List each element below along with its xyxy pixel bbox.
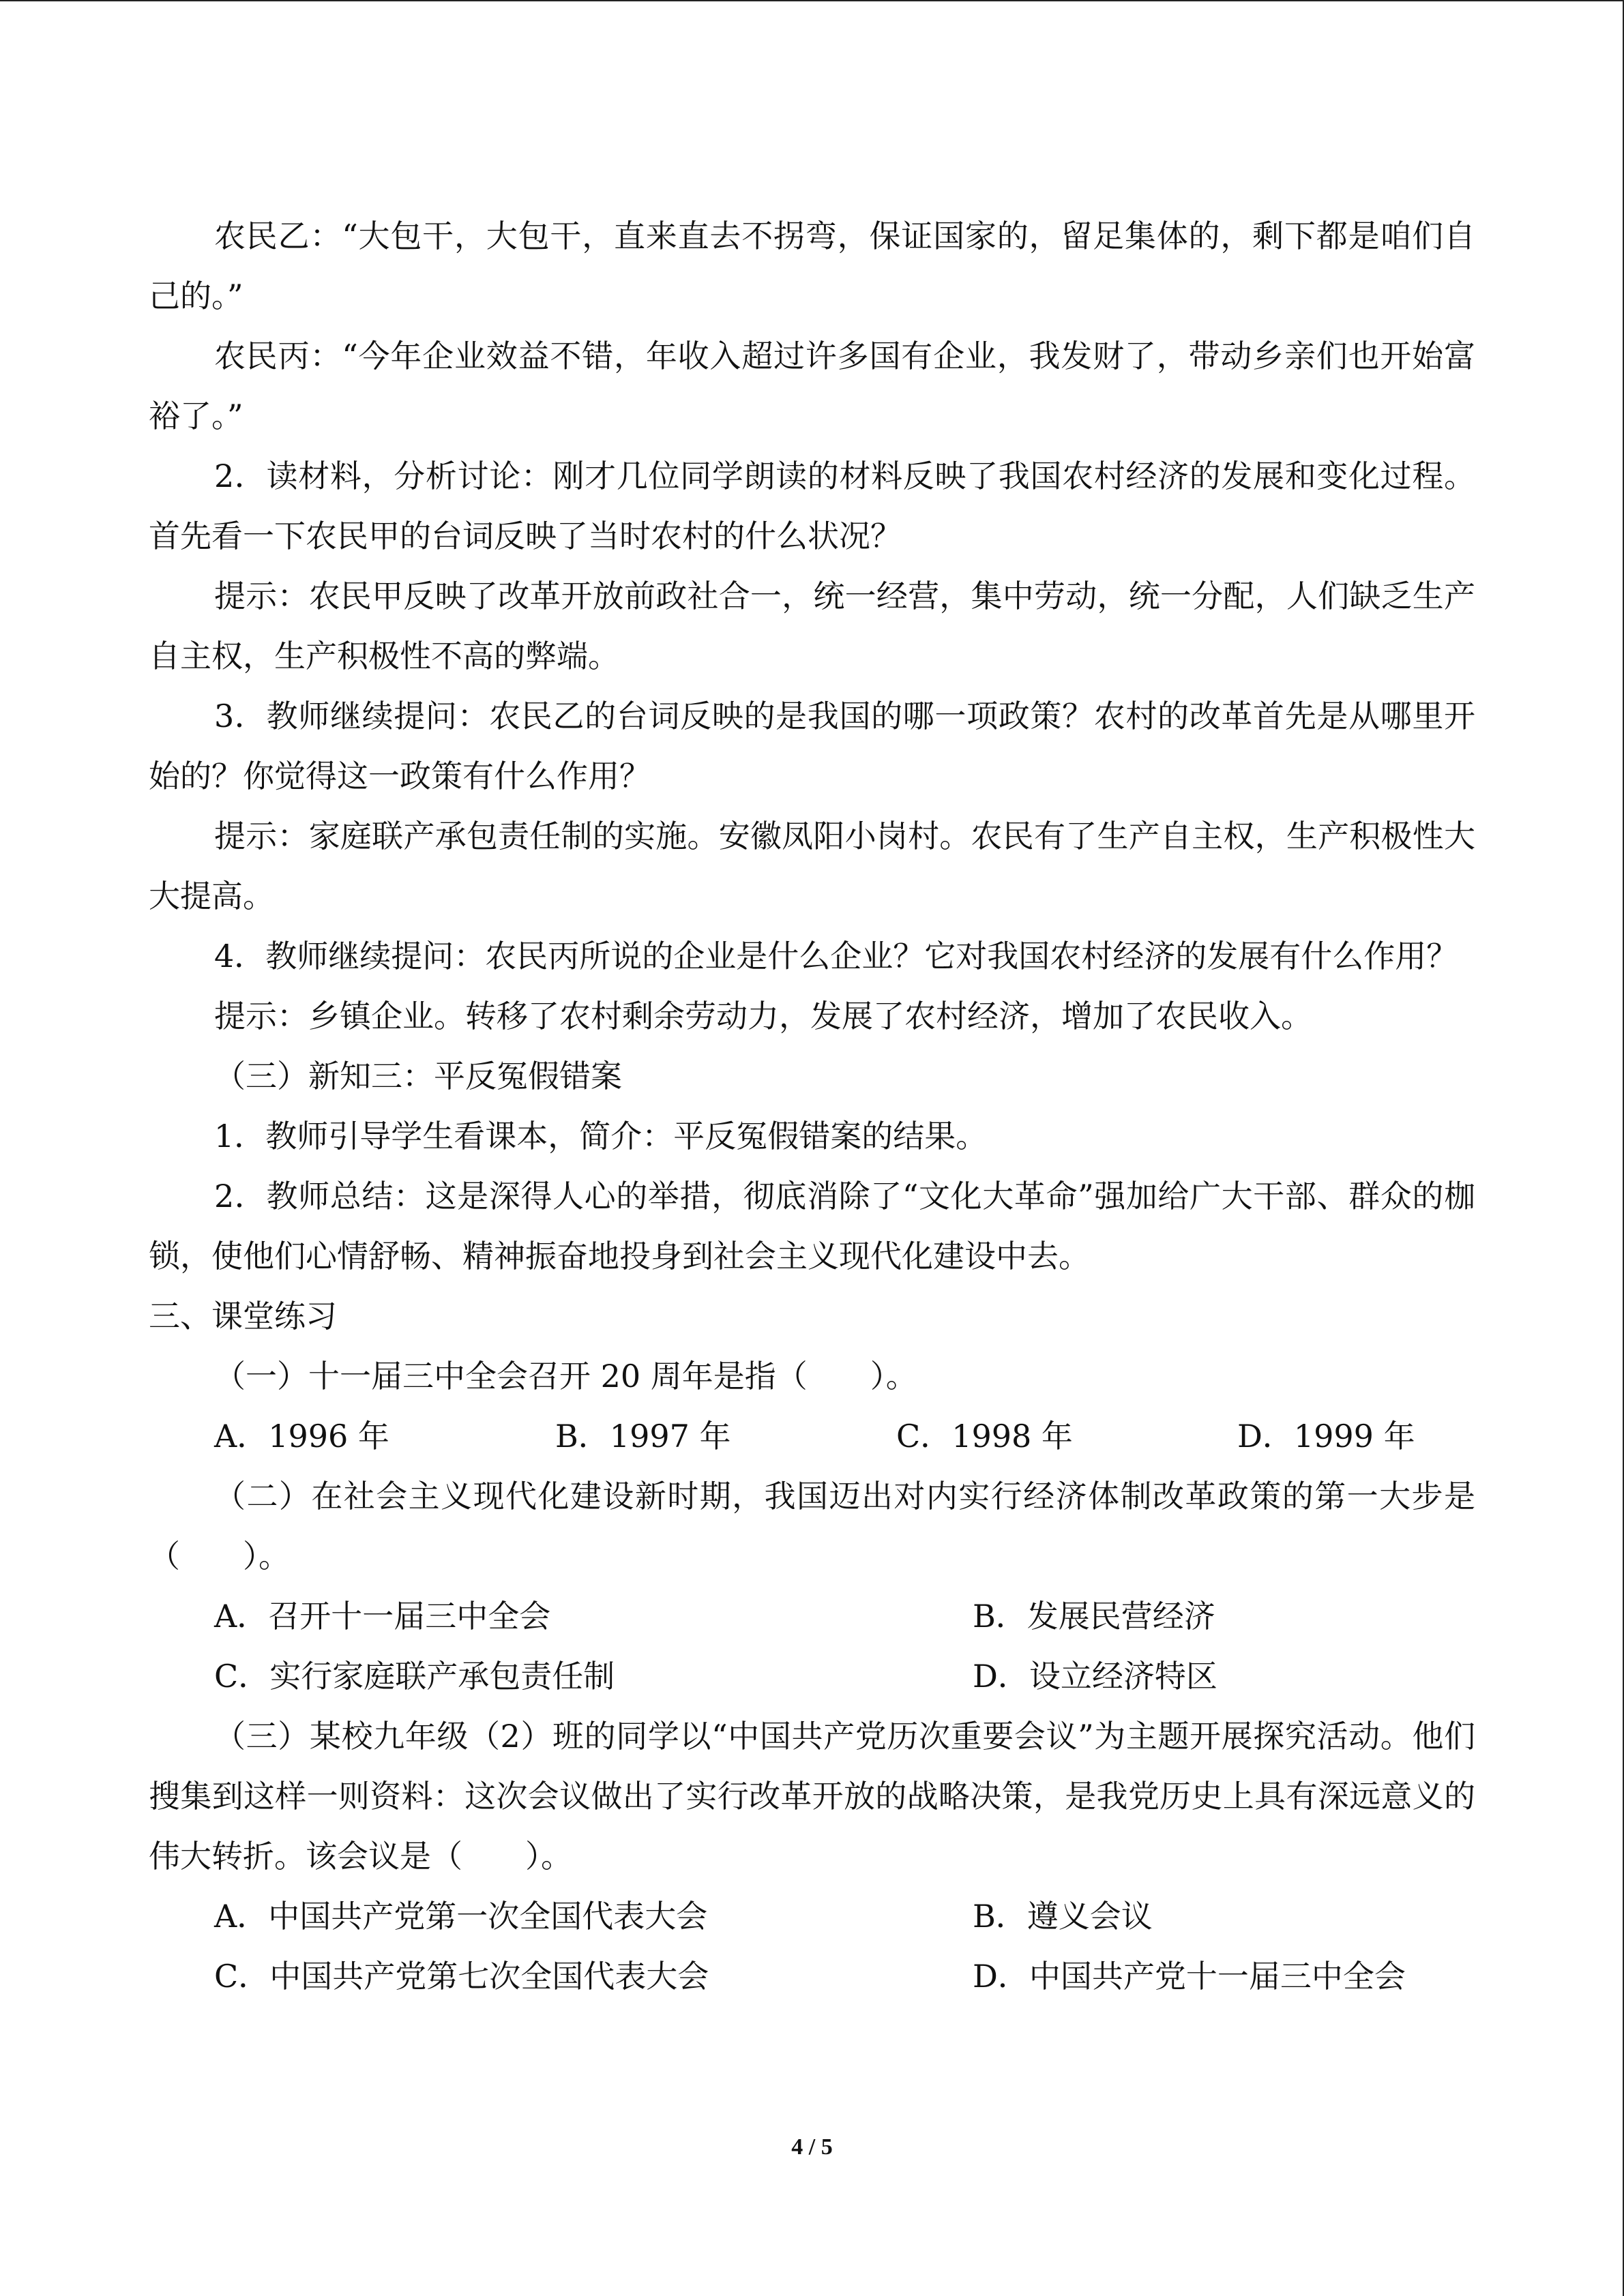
exercise-3-option-c: C．中国共产党第七次全国代表大会 xyxy=(214,1958,709,1995)
exercise-2-option-a: A．召开十一届三中全会 xyxy=(214,1598,551,1635)
exercise-2-options-row-1 xyxy=(149,1586,1475,1646)
exercise-3-options-row-2 xyxy=(149,1946,1475,2006)
exercise-2-option-b: B．发展民营经济 xyxy=(973,1598,1215,1635)
hint-3: 提示：家庭联产承包责任制的实施。安徽凤阳小岗村。农民有了生产自主权，生产积极性大大提高。 xyxy=(149,818,1475,914)
practice-title: 三、课堂练习 xyxy=(149,1298,337,1335)
exercise-1-option-a: A．1996 年 xyxy=(214,1418,389,1455)
exercise-2-options-row-2 xyxy=(149,1646,1475,1706)
paragraph-farmer-b: 农民乙：“大包干，大包干，直来直去不拐弯，保证国家的，留足集体的，剩下都是咱们自己的。” xyxy=(149,218,1475,314)
section-3-item-2: 2．教师总结：这是深得人心的举措，彻底消除了“文化大革命”强加给广大干部、群众的枷锁，使他们心情舒畅、精神振奋地投身到社会主义现代化建设中去。 xyxy=(149,1178,1475,1274)
exercise-1-option-b: B．1997 年 xyxy=(555,1418,731,1455)
hint-4: 提示：乡镇企业。转移了农村剩余劳动力，发展了农村经济，增加了农民收入。 xyxy=(214,998,1312,1034)
exercise-1-question: （一）十一届三中全会召开 20 周年是指（ ）。 xyxy=(214,1358,917,1395)
section-3-title: （三）新知三：平反冤假错案 xyxy=(214,1058,622,1094)
exercise-1-option-c: C．1998 年 xyxy=(896,1418,1073,1455)
question-2: 2．读材料，分析讨论：刚才几位同学朗读的材料反映了我国农村经济的发展和变化过程。首先看一下农民甲的台词反映了当时农村的什么状况？ xyxy=(149,458,1475,554)
exercise-3-option-b: B．遵义会议 xyxy=(973,1898,1153,1935)
exercise-3-option-d: D．中国共产党十一届三中全会 xyxy=(973,1958,1406,1995)
exercise-1-option-d: D．1999 年 xyxy=(1237,1418,1415,1455)
page-number: 4 / 5 xyxy=(791,2134,833,2160)
question-4: 4．教师继续提问：农民丙所说的企业是什么企业？它对我国农村经济的发展有什么作用？ xyxy=(214,938,1458,974)
exercise-2-option-d: D．设立经济特区 xyxy=(973,1658,1217,1695)
exercise-2-question: （二）在社会主义现代化建设新时期，我国迈出对内实行经济体制改革政策的第一大步是（ ）。 xyxy=(149,1478,1475,1575)
page-content xyxy=(149,206,1475,2006)
exercise-3-options-row-1 xyxy=(149,1886,1475,1946)
exercise-3-question: （三）某校九年级（2）班的同学以“中国共产党历次重要会议”为主题开展探究活动。他们搜集到这样一则资料：这次会议做出了实行改革开放的战略决策，是我党历史上具有深远意义的伟大转折。该会议是（ ）。 xyxy=(149,1718,1475,1875)
section-3-item-1: 1．教师引导学生看课本，简介：平反冤假错案的结果。 xyxy=(214,1118,988,1154)
hint-2: 提示：农民甲反映了改革开放前政社合一，统一经营，集中劳动，统一分配，人们缺乏生产自主权，生产积极性不高的弊端。 xyxy=(149,578,1475,674)
paragraph-farmer-c: 农民丙：“今年企业效益不错，年收入超过许多国有企业，我发财了，带动乡亲们也开始富裕了。” xyxy=(149,338,1475,434)
exercise-2-option-c: C．实行家庭联产承包责任制 xyxy=(214,1658,615,1695)
exercise-1-options xyxy=(149,1406,1475,1466)
question-3: 3．教师继续提问：农民乙的台词反映的是我国的哪一项政策？农村的改革首先是从哪里开始的？你觉得这一政策有什么作用？ xyxy=(149,698,1475,794)
exercise-3-option-a: A．中国共产党第一次全国代表大会 xyxy=(214,1898,708,1935)
